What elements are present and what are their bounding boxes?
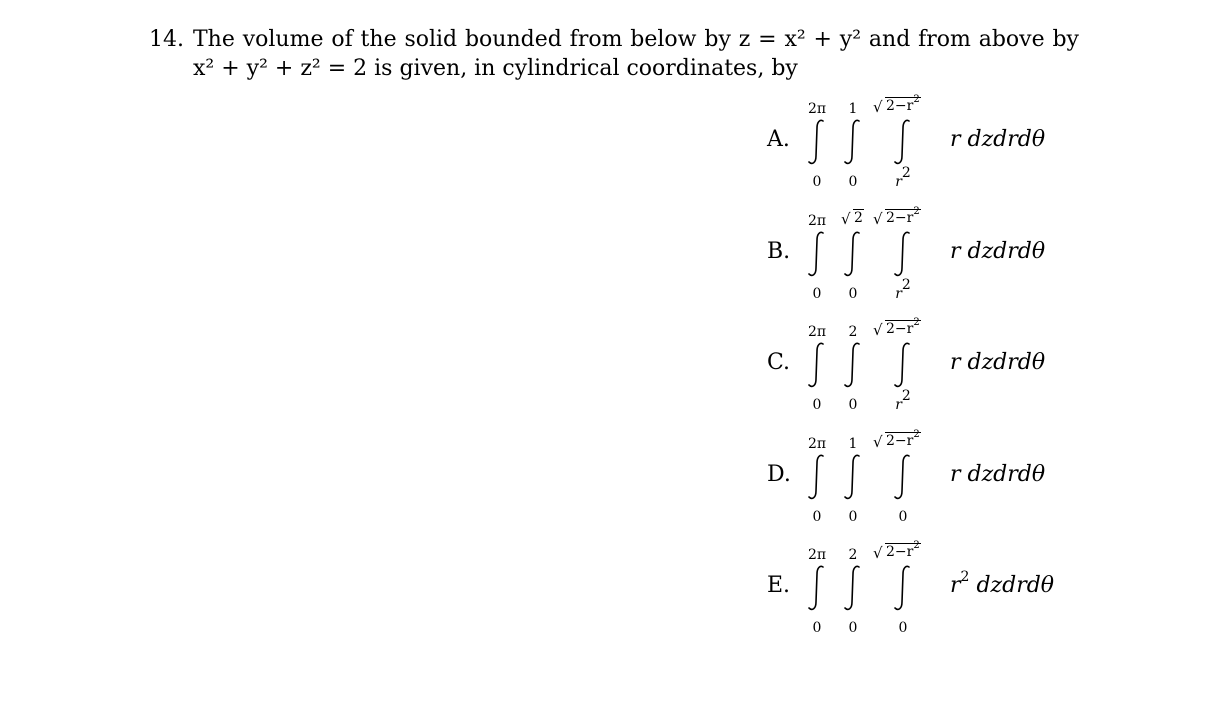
option-label: C. [767, 350, 791, 375]
outer-integral-sign [805, 453, 829, 501]
outer-integral-sign [805, 564, 829, 612]
middle-integral-sign [841, 341, 865, 389]
integrand: r dzdrdθ [950, 462, 1046, 487]
inner-upper-limit: √ $2-r^2$ [873, 94, 920, 116]
inner-lower-limit: 0 [898, 620, 908, 636]
middle-lower-limit: 0 [848, 620, 858, 636]
outer-upper-limit: 2π [807, 547, 827, 563]
outer-integral-sign [805, 230, 829, 278]
outer-lower-limit: 0 [812, 397, 822, 413]
inner-upper-limit: √ $2-r^2$ [873, 429, 920, 451]
middle-integral-sign [841, 564, 865, 612]
middle-upper-limit: 2 [848, 547, 858, 563]
middle-upper-limit: 1 [848, 436, 858, 452]
option-label: B. [767, 239, 791, 264]
outer-upper-limit: 2π [807, 213, 827, 229]
inner-upper-limit: √ $2-r^2$ [873, 540, 920, 562]
option-label: D. [767, 462, 791, 487]
inner-integral-sign [891, 453, 915, 501]
outer-upper-limit: 2π [807, 101, 827, 117]
middle-lower-limit: 0 [848, 509, 858, 525]
middle-lower-limit: 0 [848, 397, 858, 413]
outer-integral-sign [805, 341, 829, 389]
outer-lower-limit: 0 [812, 174, 822, 190]
inner-lower-limit: $r^2$ [895, 388, 911, 413]
outer-lower-limit: 0 [812, 620, 822, 636]
option-d [760, 429, 1090, 533]
middle-upper-limit: 2 [848, 324, 858, 340]
outer-lower-limit: 0 [812, 286, 822, 302]
middle-lower-limit: 0 [848, 174, 858, 190]
inner-integral-sign [891, 230, 915, 278]
middle-integral-sign [841, 230, 865, 278]
inner-integral-sign [891, 341, 915, 389]
middle-upper-limit: √ 2 [841, 210, 863, 228]
inner-upper-limit: √ $2-r^2$ [873, 206, 920, 228]
integrand: r dzdrdθ [950, 350, 1046, 375]
outer-integral-sign [805, 118, 829, 166]
inner-integral-sign [891, 118, 915, 166]
question-line-2: x² + y² + z² = 2 is given, in cylindrical coordinates, by [193, 56, 798, 81]
inner-lower-limit: $r^2$ [895, 277, 911, 302]
option-a [760, 94, 1090, 198]
integrand: r dzdrdθ [950, 127, 1046, 152]
integrand: r dzdrdθ [950, 239, 1046, 264]
middle-lower-limit: 0 [848, 286, 858, 302]
inner-integral-sign [891, 564, 915, 612]
middle-integral-sign [841, 453, 865, 501]
option-label: A. [767, 127, 790, 152]
question-line-1: The volume of the solid bounded from below by z = x² + y² and from above by [193, 27, 1079, 52]
inner-lower-limit: $r^2$ [895, 165, 911, 190]
middle-integral-sign [841, 118, 865, 166]
option-b [760, 206, 1090, 310]
inner-lower-limit: 0 [898, 509, 908, 525]
middle-upper-limit: 1 [848, 101, 858, 117]
outer-upper-limit: 2π [807, 324, 827, 340]
outer-upper-limit: 2π [807, 436, 827, 452]
option-label: E. [767, 573, 791, 598]
option-e [760, 540, 1090, 644]
inner-upper-limit: √ $2-r^2$ [873, 317, 920, 339]
outer-lower-limit: 0 [812, 509, 822, 525]
question-number: 14. [149, 27, 184, 52]
integrand: $r^2$ dzdrdθ [950, 568, 1055, 598]
option-c [760, 317, 1090, 421]
